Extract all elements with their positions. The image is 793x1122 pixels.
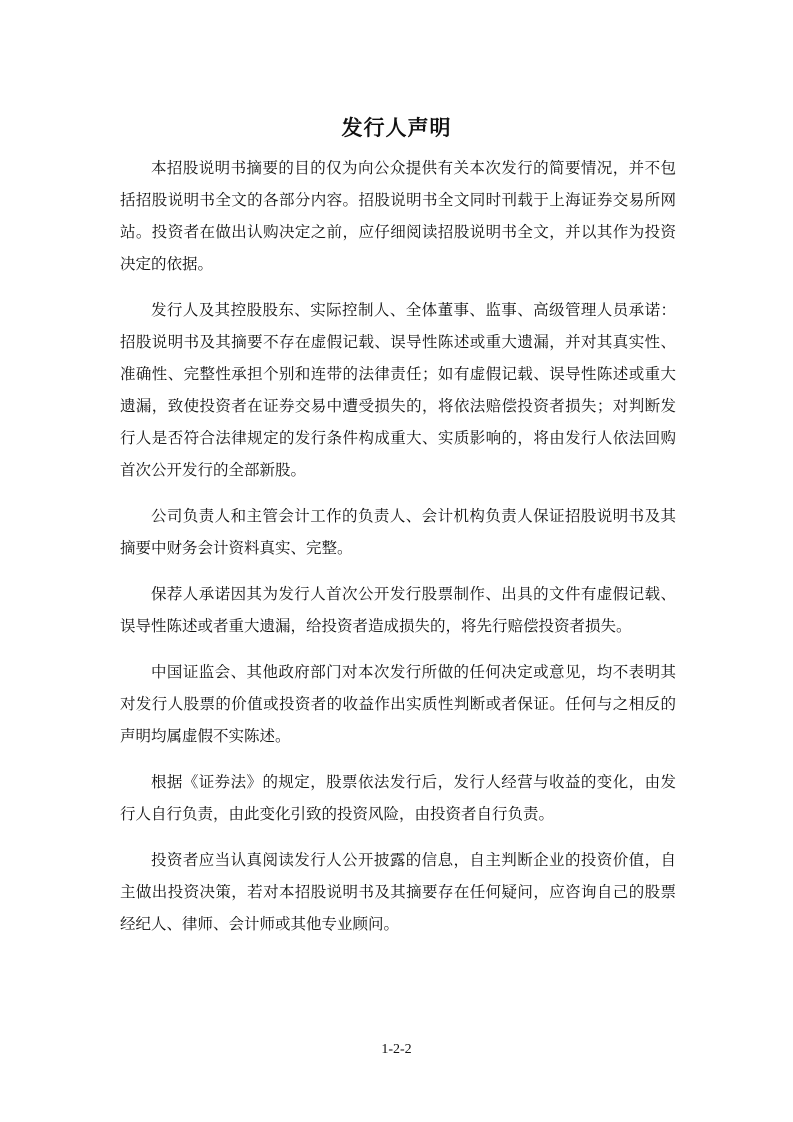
page-number: 1-2-2 [381,1042,412,1057]
paragraph-securities-law: 根据《证券法》的规定，股票依法发行后，发行人经营与收益的变化，由发行人自行负责，由此变化引致的投资风险，由投资者自行负责。 [120,773,676,823]
paragraph-csrc-disclaimer: 中国证监会、其他政府部门对本次发行所做的任何决定或意见，均不表明其对发行人股票的价值或投资者的收益作出实质性判断或者保证。任何与之相反的声明均属虚假不实陈述。 [120,663,676,745]
paragraph-issuer-commitment: 发行人及其控股股东、实际控制人、全体董事、监事、高级管理人员承诺：招股说明书及其摘要不存在虚假记载、误导性陈述或重大遗漏，并对其真实性、准确性、完整性承担个别和连带的法律责任；如有虚假记载、误导性陈述或重大遗漏，致使投资者在证券交易中遭受损失的，将依法赔偿投资者损失；对判断发行人是否符合法律规定的发行条件构成重大、实质影响的，将由发行人依法回购首次公开发行的全部新股。 [120,301,676,479]
paragraph-sponsor-commitment: 保荐人承诺因其为发行人首次公开发行股票制作、出具的文件有虚假记载、误导性陈述或者重大遗漏，给投资者造成损失的，将先行赔偿投资者损失。 [120,585,676,635]
paragraph-investor-advice: 投资者应当认真阅读发行人公开披露的信息，自主判断企业的投资价值，自主做出投资决策，若对本招股说明书及其摘要存在任何疑问，应咨询自己的股票经纪人、律师、会计师或其他专业顾问。 [120,851,676,933]
page-title: 发行人声明 [341,116,452,140]
statement-body [120,152,676,954]
paragraph-financial-guarantee: 公司负责人和主管会计工作的负责人、会计机构负责人保证招股说明书及其摘要中财务会计资料真实、完整。 [120,507,676,557]
paragraph-summary-purpose: 本招股说明书摘要的目的仅为向公众提供有关本次发行的简要情况，并不包括招股说明书全文的各部分内容。招股说明书全文同时刊载于上海证券交易所网站。投资者在做出认购决定之前，应仔细阅读招股说明书全文，并以其作为投资决定的依据。 [120,159,676,273]
